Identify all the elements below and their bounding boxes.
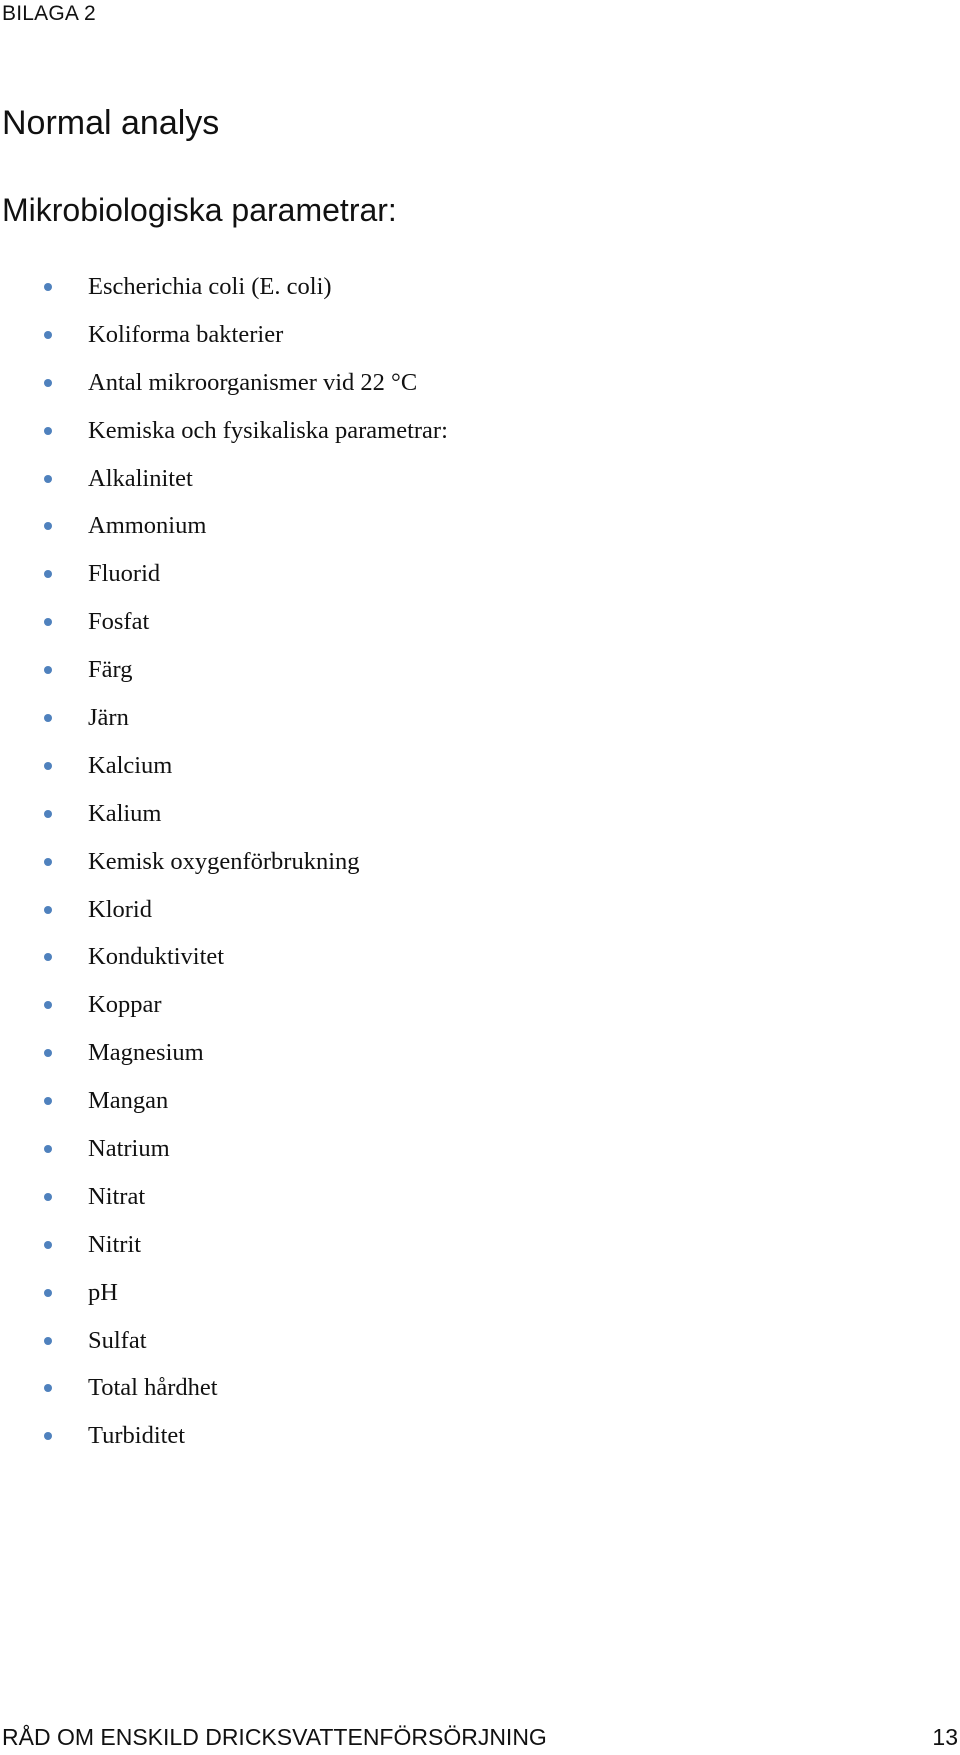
list-item xyxy=(0,1125,448,1173)
list-item-label: Turbiditet xyxy=(88,1422,186,1450)
bullet-icon xyxy=(44,1289,52,1297)
list-item-label: Koliforma bakterier xyxy=(88,320,284,348)
list-item-label: Nitrat xyxy=(88,1182,146,1210)
list-item-label: Kalium xyxy=(88,799,162,827)
list-item-label: Magnesium xyxy=(88,1039,204,1067)
list-item xyxy=(0,981,448,1029)
list-item xyxy=(0,1173,448,1221)
list-item xyxy=(0,646,448,694)
bullet-icon xyxy=(44,522,52,530)
list-item-label: Kalcium xyxy=(88,751,173,779)
bullet-icon xyxy=(44,714,52,722)
footer-publication-title: RÅD OM ENSKILD DRICKSVATTENFÖRSÖRJNING xyxy=(2,1724,547,1750)
list-item xyxy=(0,502,448,550)
bullet-icon xyxy=(44,1049,52,1057)
bullet-icon xyxy=(44,1384,52,1392)
list-item xyxy=(0,1317,448,1365)
parameter-list xyxy=(0,263,448,1460)
list-item-label: Nitrit xyxy=(88,1230,142,1258)
bullet-icon xyxy=(44,331,52,339)
list-item xyxy=(0,359,448,407)
bullet-icon xyxy=(44,1145,52,1153)
list-item-label: Järn xyxy=(88,704,129,732)
list-item xyxy=(0,742,448,790)
list-item xyxy=(0,455,448,503)
running-head: BILAGA 2 xyxy=(2,2,96,25)
page-number: 13 xyxy=(932,1724,958,1750)
list-item-label: Escherichia coli (E. coli) xyxy=(88,273,332,300)
list-item-label: Total hårdhet xyxy=(88,1374,218,1402)
bullet-icon xyxy=(44,283,52,291)
bullet-icon xyxy=(44,810,52,818)
list-item xyxy=(0,886,448,934)
list-item xyxy=(0,1221,448,1269)
list-item-label: Ammonium xyxy=(88,512,207,540)
list-item xyxy=(0,1412,448,1460)
bullet-icon xyxy=(44,618,52,626)
bullet-icon xyxy=(44,1241,52,1249)
bullet-icon xyxy=(44,1193,52,1201)
bullet-icon xyxy=(44,762,52,770)
bullet-icon xyxy=(44,427,52,435)
list-item xyxy=(0,550,448,598)
page-title: Normal analys xyxy=(2,104,220,142)
bullet-icon xyxy=(44,1097,52,1105)
page-footer xyxy=(2,1722,960,1752)
list-item xyxy=(0,263,448,311)
list-item xyxy=(0,838,448,886)
list-item-label: Fluorid xyxy=(88,560,161,588)
list-item-label: Fosfat xyxy=(88,608,150,636)
list-item-label: Sulfat xyxy=(88,1326,147,1354)
list-item-label: Natrium xyxy=(88,1135,170,1163)
bullet-icon xyxy=(44,1337,52,1345)
section-heading: Mikrobiologiska parametrar: xyxy=(2,192,397,228)
list-item xyxy=(0,694,448,742)
list-item xyxy=(0,1269,448,1317)
list-item xyxy=(0,311,448,359)
bullet-icon xyxy=(44,666,52,674)
list-item-label: Mangan xyxy=(88,1087,169,1115)
list-item-label: pH xyxy=(88,1278,118,1306)
list-item xyxy=(0,790,448,838)
bullet-icon xyxy=(44,475,52,483)
bullet-icon xyxy=(44,953,52,961)
list-item-label: Kemisk oxygenförbrukning xyxy=(88,847,360,875)
bullet-icon xyxy=(44,1432,52,1440)
list-item-label: Konduktivitet xyxy=(88,943,225,971)
bullet-icon xyxy=(44,858,52,866)
list-item-label: Färg xyxy=(88,656,133,684)
bullet-icon xyxy=(44,379,52,387)
list-item xyxy=(0,598,448,646)
list-item xyxy=(0,1077,448,1125)
list-item-label: Kemiska och fysikaliska parametrar: xyxy=(88,416,448,444)
list-item xyxy=(0,1029,448,1077)
list-item-label: Antal mikroorganismer vid 22 °C xyxy=(88,368,418,396)
list-item-label: Klorid xyxy=(88,895,152,923)
list-item-label: Koppar xyxy=(88,991,162,1019)
list-item-label: Alkalinitet xyxy=(88,464,193,492)
bullet-icon xyxy=(44,1001,52,1009)
bullet-icon xyxy=(44,906,52,914)
list-item xyxy=(0,933,448,981)
bullet-icon xyxy=(44,570,52,578)
list-item xyxy=(0,407,448,455)
list-item xyxy=(0,1364,448,1412)
